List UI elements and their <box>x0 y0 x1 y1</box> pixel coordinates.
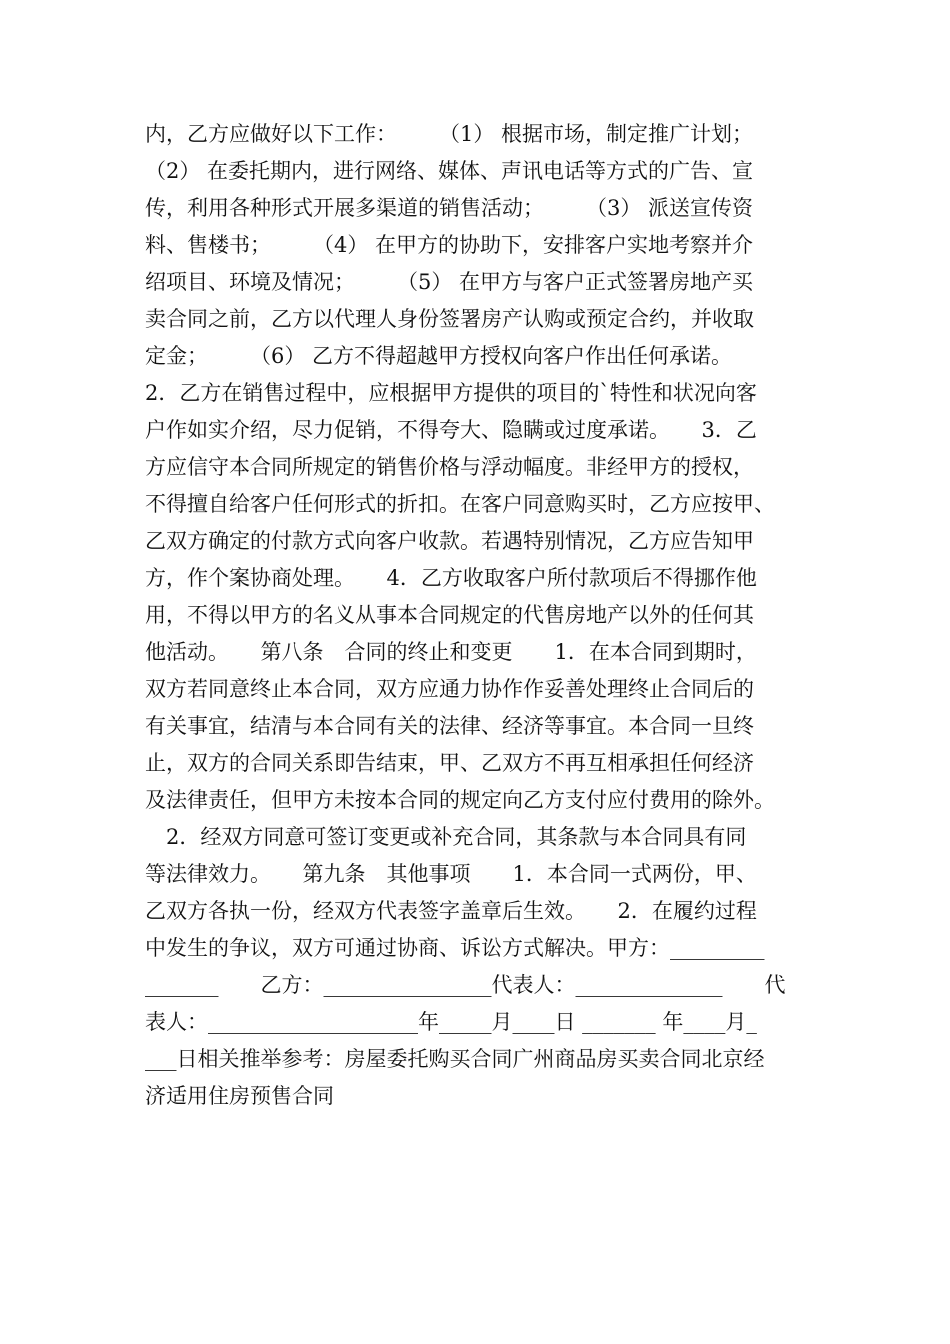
text-line: 表人：____________________年_____月____日 _______ 年____月_ <box>145 1010 757 1034</box>
text-line: 料、售楼书； （4） 在甲方的协助下，安排客户实地考察并介 <box>145 233 754 257</box>
text-line: ___日相关推举参考：房屋委托购买合同广州商品房买卖合同北京经 <box>145 1047 765 1071</box>
text-line: 济适用住房预售合同 <box>145 1084 334 1108</box>
text-line: 双方若同意终止本合同，双方应通力协作作妥善处理终止合同后的 <box>145 677 754 701</box>
text-line: 户作如实介绍，尽力促销，不得夸大、隐瞒或过度承诺。 3．乙 <box>145 418 757 442</box>
text-line: 有关事宜，结清与本合同有关的法律、经济等事宜。本合同一旦终 <box>145 714 754 738</box>
text-line: 绍项目、环境及情况； （5） 在甲方与客户正式签署房地产买 <box>145 270 754 294</box>
text-line: 方应信守本合同所规定的销售价格与浮动幅度。非经甲方的授权， <box>145 455 754 479</box>
text-line: 用，不得以甲方的名义从事本合同规定的代售房地产以外的任何其 <box>145 603 754 627</box>
text-line: 乙双方各执一份，经双方代表签字盖章后生效。 2．在履约过程 <box>145 899 757 923</box>
text-line: 卖合同之前，乙方以代理人身份签署房产认购或预定合约，并收取 <box>145 307 754 331</box>
text-line: 不得擅自给客户任何形式的折扣。在客户同意购买时，乙方应按甲、 <box>145 492 775 516</box>
text-line: 内，乙方应做好以下工作： （1） 根据市场，制定推广计划； <box>145 122 754 146</box>
text-line: 定金； （6） 乙方不得超越甲方授权向客户作出任何承诺。 <box>145 344 733 368</box>
text-line: 等法律效力。 第九条 其他事项 1．本合同一式两份，甲、 <box>145 862 757 886</box>
text-line: 他活动。 第八条 合同的终止和变更 1．在本合同到期时， <box>145 640 757 664</box>
text-line: 及法律责任，但甲方未按本合同的规定向乙方支付应付费用的除外。 <box>145 788 775 812</box>
text-line: 2．经双方同意可签订变更或补充合同，其条款与本合同具有同 <box>145 825 747 849</box>
text-line: 中发生的争议，双方可通过协商、诉讼方式解决。甲方：_________ <box>145 936 765 960</box>
text-line: 2．乙方在销售过程中，应根据甲方提供的项目的`特性和状况向客 <box>145 381 757 405</box>
text-line: 乙双方确定的付款方式向客户收款。若遇特别情况，乙方应告知甲 <box>145 529 754 553</box>
text-line: _______ 乙方：________________代表人：______________ 代 <box>145 973 786 997</box>
text-line: 止，双方的合同关系即告结束，甲、乙双方不再互相承担任何经济 <box>145 751 754 775</box>
contract-text <box>145 116 845 1115</box>
text-line: 方，作个案协商处理。 4．乙方收取客户所付款项后不得挪作他 <box>145 566 757 590</box>
text-line: 传，利用各种形式开展多渠道的销售活动； （3） 派送宣传资 <box>145 196 754 220</box>
text-line: （2） 在委托期内，进行网络、媒体、声讯电话等方式的广告、宣 <box>145 159 754 183</box>
